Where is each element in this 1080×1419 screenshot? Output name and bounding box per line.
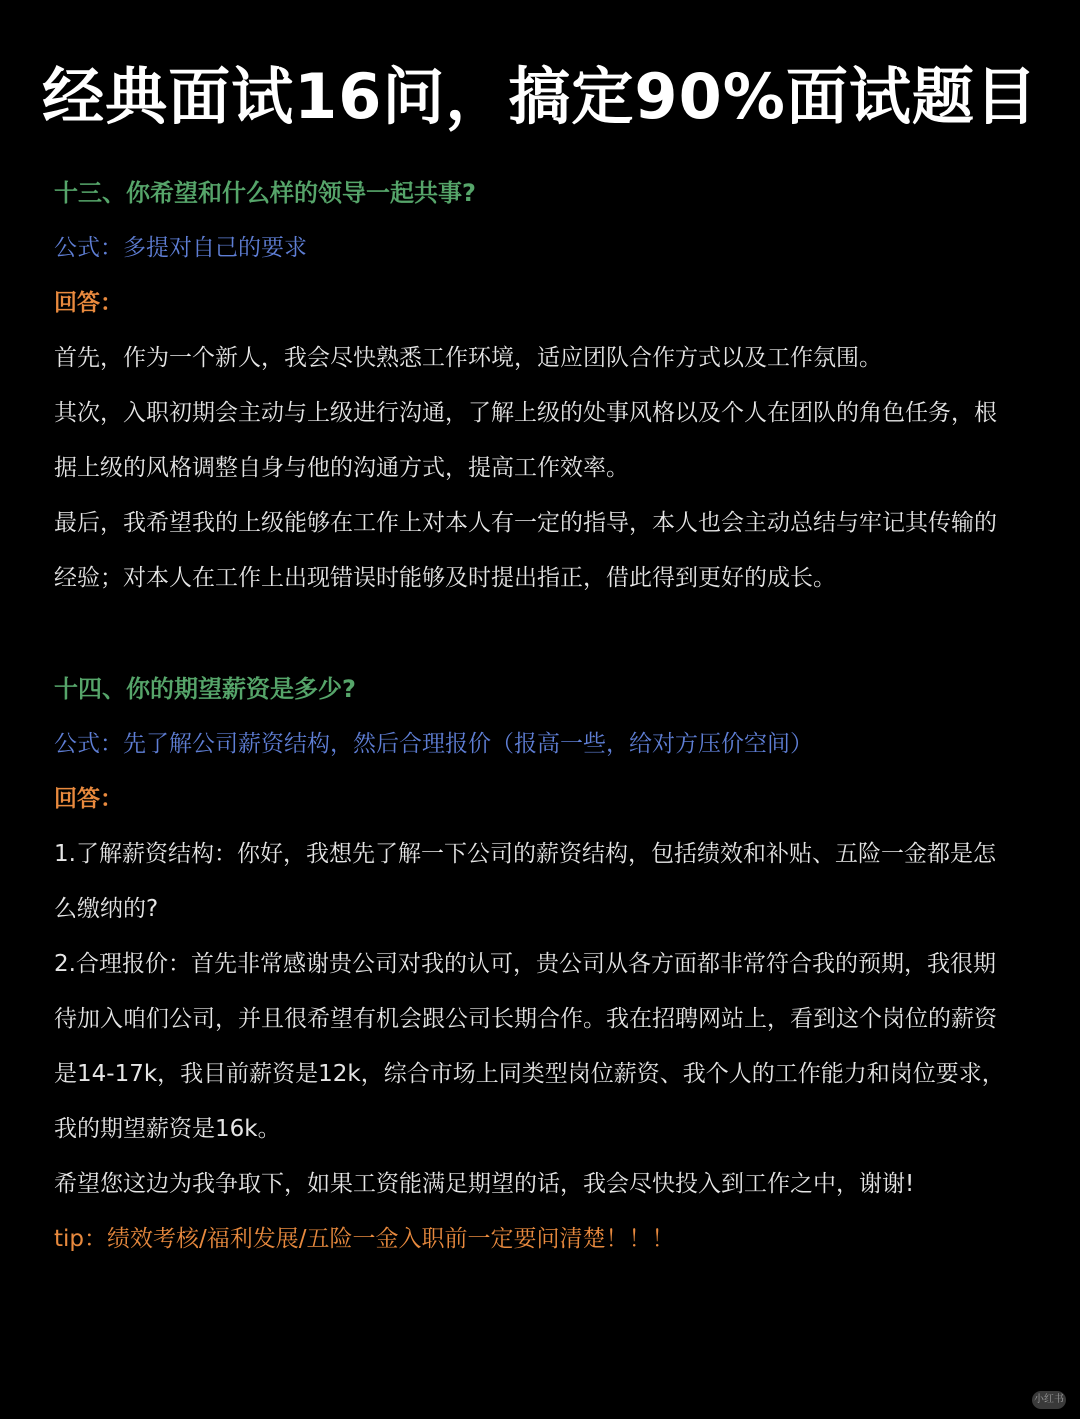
answer-label: 回答： xyxy=(54,786,123,812)
answer-paragraph: 我的期望薪资是16k。 xyxy=(54,1116,281,1142)
section-13 xyxy=(54,166,1044,606)
answer-paragraph: 据上级的风格调整自身与他的沟通方式，提高工作效率。 xyxy=(54,455,629,481)
answer-paragraph: 最后，我希望我的上级能够在工作上对本人有一定的指导，本人也会主动总结与牢记其传输的 xyxy=(54,510,997,536)
answer-paragraph: 其次，入职初期会主动与上级进行沟通，了解上级的处事风格以及个人在团队的角色任务，根 xyxy=(54,400,997,426)
page-title: 经典面试16问，搞定90%面试题目 xyxy=(42,60,1038,133)
answer-paragraph: 希望您这边为我争取下，如果工资能满足期望的话，我会尽快投入到工作之中，谢谢! xyxy=(54,1171,915,1197)
answer-paragraph: 待加入咱们公司，并且很希望有机会跟公司长期合作。我在招聘网站上，看到这个岗位的薪资 xyxy=(54,1006,997,1032)
answer-paragraph: 经验；对本人在工作上出现错误时能够及时提出指正，借此得到更好的成长。 xyxy=(54,565,836,591)
section-14 xyxy=(54,662,1044,1267)
answer-paragraph: 首先，作为一个新人，我会尽快熟悉工作环境，适应团队合作方式以及工作氛围。 xyxy=(54,345,882,371)
question-heading: 十三、你希望和什么样的领导一起共事? xyxy=(54,179,476,207)
formula-text: 公式：先了解公司薪资结构，然后合理报价（报高一些，给对方压价空间） xyxy=(54,731,813,757)
answer-paragraph: 么缴纳的? xyxy=(54,896,159,922)
answer-paragraph: 1.了解薪资结构：你好，我想先了解一下公司的薪资结构，包括绩效和补贴、五险一金都是怎 xyxy=(54,841,996,867)
answer-paragraph: 是14-17k，我目前薪资是12k，综合市场上同类型岗位薪资、我个人的工作能力和岗位要求， xyxy=(54,1061,1005,1087)
section-spacer xyxy=(54,606,1044,662)
question-heading: 十四、你的期望薪资是多少? xyxy=(54,675,356,703)
answer-paragraph: 2.合理报价：首先非常感谢贵公司对我的认可，贵公司从各方面都非常符合我的预期，我很期 xyxy=(54,951,996,977)
watermark-badge: 小红书 xyxy=(1032,1391,1066,1409)
answer-label: 回答： xyxy=(54,290,123,316)
formula-text: 公式：多提对自己的要求 xyxy=(54,235,307,261)
tip-text: tip：绩效考核/福利发展/五险一金入职前一定要问清楚！！！ xyxy=(54,1226,675,1252)
article-content xyxy=(54,166,1044,1267)
